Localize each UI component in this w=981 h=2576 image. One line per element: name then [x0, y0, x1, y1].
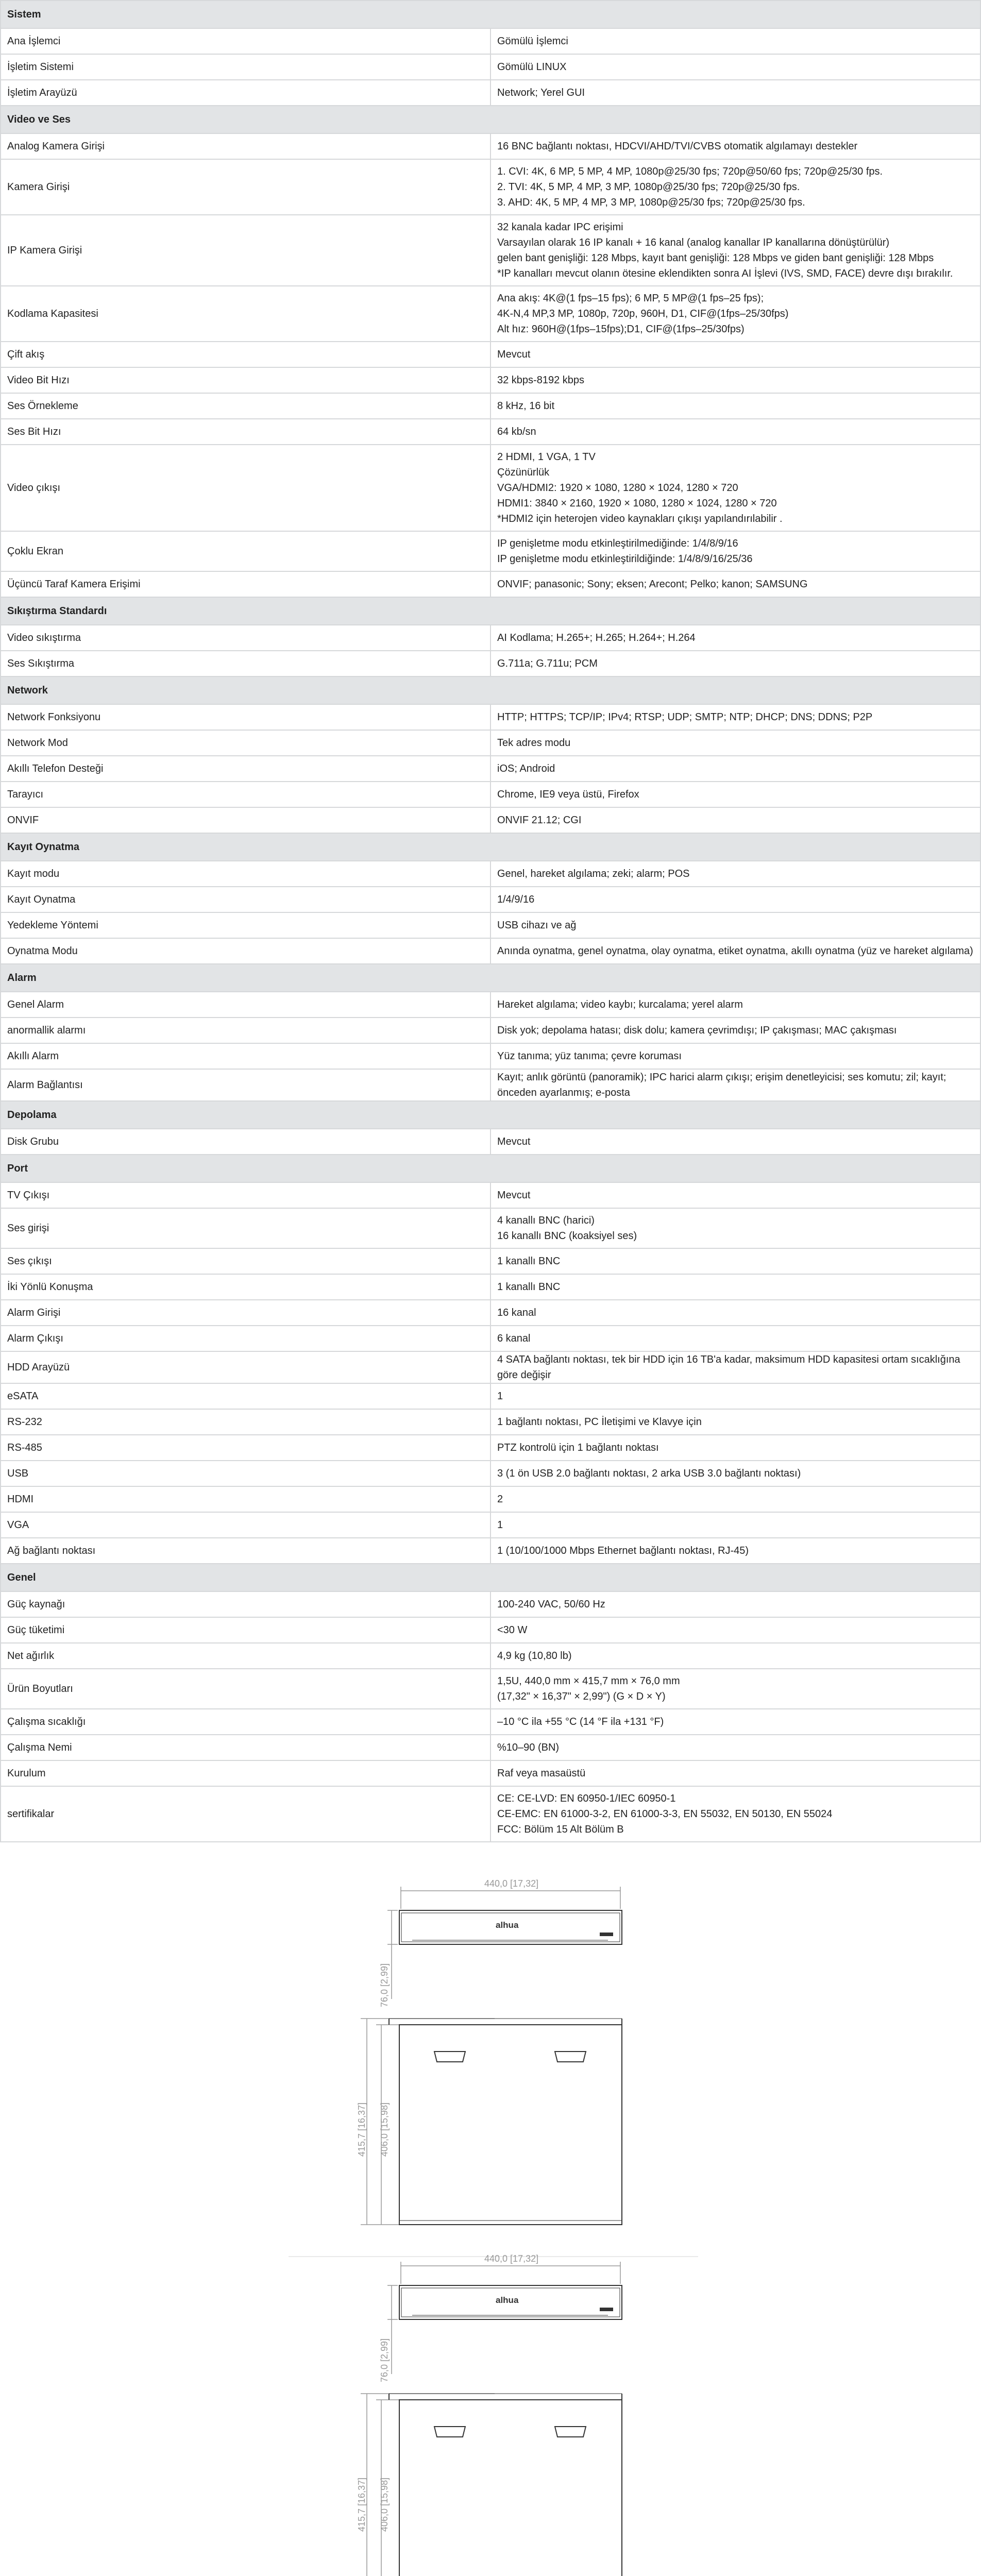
spec-value-line: 2 HDMI, 1 VGA, 1 TV	[497, 451, 596, 463]
depth-outer-label: 415,7 [16,37]	[357, 2477, 367, 2532]
spec-value-line: 1	[497, 1391, 503, 1402]
spec-value-line: 16 kanal	[497, 1307, 536, 1318]
spec-value-line: ONVIF; panasonic; Sony; eksen; Arecont; Pelko; kanon; SAMSUNG	[497, 579, 808, 590]
spec-label: Network Mod	[1, 730, 490, 756]
spec-label: Kayıt modu	[1, 861, 490, 887]
spec-value-line: Chrome, IE9 veya üstü, Firefox	[497, 789, 639, 800]
section-title: Sistem	[1, 1, 980, 28]
spec-label: Akıllı Telefon Desteği	[1, 756, 490, 782]
front-view-drawing	[387, 2262, 622, 2374]
spec-value-line: AI Kodlama; H.265+; H.265; H.264+; H.264	[497, 632, 696, 643]
spec-value-line: Mevcut	[497, 1136, 531, 1147]
spec-label: Ürün Boyutları	[1, 1669, 490, 1709]
top-view-drawing	[361, 2394, 622, 2576]
spec-label: Video sıkıştırma	[1, 625, 490, 651]
spec-label: Akıllı Alarm	[1, 1043, 490, 1069]
spec-label: Kamera Girişi	[1, 159, 490, 215]
brand-logo: alhua	[496, 2295, 519, 2305]
spec-value-line: 1 kanallı BNC	[497, 1256, 561, 1267]
spec-value-line: Gömülü LINUX	[497, 61, 567, 73]
spec-value-line: 6 kanal	[497, 1333, 531, 1344]
top-view-drawing	[361, 2019, 622, 2225]
spec-label: Ses Örnekleme	[1, 393, 490, 419]
spec-label: sertifikalar	[1, 1786, 490, 1842]
spec-value-line: Hareket algılama; video kaybı; kurcalama; yerel alarm	[497, 999, 743, 1010]
spec-value-line: Mevcut	[497, 1190, 531, 1201]
spec-value-line: FCC: Bölüm 15 Alt Bölüm B	[497, 1824, 624, 1835]
spec-value-line: G.711a; G.711u; PCM	[497, 658, 598, 669]
depth-inner-label: 406,0 [15,98]	[379, 2102, 390, 2157]
section-title: Sıkıştırma Standardı	[1, 597, 980, 625]
height-dimension-label: 76,0 [2,99]	[379, 1963, 390, 2007]
width-dimension-label: 440,0 [17,32]	[484, 2253, 539, 2264]
spec-label: VGA	[1, 1512, 490, 1538]
spec-value-line: 4,9 kg (10,80 lb)	[497, 1650, 572, 1662]
spec-value-line: ONVIF 21.12; CGI	[497, 815, 582, 826]
spec-value-line: 1	[497, 1519, 503, 1531]
width-dimension-label: 440,0 [17,32]	[484, 1878, 539, 1889]
spec-label: Kodlama Kapasitesi	[1, 286, 490, 342]
spec-value-line: Kayıt; anlık görüntü (panoramik); IPC harici alarm çıkışı; erişim denetleyicisi; ses komutu; zil; kayıt; önceden ayarlanmış; e-posta	[497, 1072, 946, 1098]
spec-label: Üçüncü Taraf Kamera Erişimi	[1, 571, 490, 597]
spec-value-line: Genel, hareket algılama; zeki; alarm; POS	[497, 868, 690, 879]
spec-label: Çalışma Nemi	[1, 1735, 490, 1760]
spec-value-line: Alt hız: 960H@(1fps–15fps);D1, CIF@(1fps–25/30fps)	[497, 324, 745, 335]
spec-label: Oynatma Modu	[1, 938, 490, 964]
spec-label: ONVIF	[1, 807, 490, 833]
spec-label: RS-232	[1, 1409, 490, 1435]
spec-label: Ses girişi	[1, 1208, 490, 1248]
spec-label: Disk Grubu	[1, 1129, 490, 1155]
spec-label: USB	[1, 1461, 490, 1486]
spec-value-line: HTTP; HTTPS; TCP/IP; IPv4; RTSP; UDP; SMTP; NTP; DHCP; DNS; DDNS; P2P	[497, 711, 873, 723]
spec-value-line: 4 SATA bağlantı noktası, tek bir HDD için 16 TB'a kadar, maksimum HDD kapasitesi ortam sıcaklığına göre değişir	[497, 1354, 960, 1381]
spec-value-line: 1. CVI: 4K, 6 MP, 5 MP, 4 MP, 1080p@25/30 fps; 720p@50/60 fps; 720p@25/30 fps.	[497, 166, 883, 177]
spec-value-line: Disk yok; depolama hatası; disk dolu; kamera çevrimdışı; IP çakışması; MAC çakışması	[497, 1025, 897, 1036]
spec-value-line: 16 BNC bağlantı noktası, HDCVI/AHD/TVI/CVBS otomatik algılamayı destekler	[497, 141, 858, 152]
spec-label: İşletim Sistemi	[1, 54, 490, 80]
spec-label: İşletim Arayüzü	[1, 80, 490, 106]
spec-value-line: HDMI1: 3840 × 2160, 1920 × 1080, 1280 × 1024, 1280 × 720	[497, 498, 777, 509]
spec-label: Genel Alarm	[1, 992, 490, 1018]
section-title: Alarm	[1, 964, 980, 992]
spec-value-line: 2. TVI: 4K, 5 MP, 4 MP, 3 MP, 1080p@25/30 fps; 720p@25/30 fps.	[497, 181, 800, 193]
spec-value-line: Mevcut	[497, 349, 531, 360]
spec-label: HDD Arayüzü	[1, 1351, 490, 1383]
spec-label: RS-485	[1, 1435, 490, 1461]
spec-value-line: VGA/HDMI2: 1920 × 1080, 1280 × 1024, 1280 × 720	[497, 482, 738, 494]
section-title: Network	[1, 676, 980, 704]
spec-value-line: 64 kb/sn	[497, 426, 536, 437]
spec-value-line: gelen bant genişliği: 128 Mbps, kayıt bant genişliği: 128 Mbps ve giden bant genişliği: 128 Mbps	[497, 252, 934, 264]
spec-value-line: IP genişletme modu etkinleştirilmediğinde: 1/4/8/9/16	[497, 538, 738, 549]
spec-value-line: <30 W	[497, 1624, 528, 1636]
spec-value-line: Yüz tanıma; yüz tanıma; çevre koruması	[497, 1050, 682, 1062]
spec-label: Network Fonksiyonu	[1, 704, 490, 730]
front-view-drawing	[387, 1887, 622, 1999]
spec-label: Kayıt Oynatma	[1, 887, 490, 912]
spec-label: Ses çıkışı	[1, 1248, 490, 1274]
spec-value-line: 1 bağlantı noktası, PC İletişimi ve Klavye için	[497, 1416, 702, 1428]
spec-label: Tarayıcı	[1, 782, 490, 807]
spec-label: Video çıkışı	[1, 445, 490, 531]
section-title: Kayıt Oynatma	[1, 833, 980, 861]
height-dimension-label: 76,0 [2,99]	[379, 2338, 390, 2382]
brand-logo: alhua	[496, 1920, 519, 1930]
depth-outer-label: 415,7 [16,37]	[357, 2102, 367, 2157]
spec-label: Alarm Çıkışı	[1, 1326, 490, 1351]
depth-inner-label: 406,0 [15,98]	[379, 2477, 390, 2532]
spec-value-line: 32 kanala kadar IPC erişimi	[497, 222, 623, 233]
spec-value-line: –10 °C ila +55 °C (14 °F ila +131 °F)	[497, 1716, 664, 1727]
spec-value-line: CE-EMC: EN 61000-3-2, EN 61000-3-3, EN 55032, EN 50130, EN 55024	[497, 1808, 833, 1820]
section-title: Port	[1, 1155, 980, 1182]
spec-label: Ağ bağlantı noktası	[1, 1538, 490, 1564]
spec-value-line: Tek adres modu	[497, 737, 571, 749]
spec-label: Ses Bit Hızı	[1, 419, 490, 445]
spec-label: IP Kamera Girişi	[1, 215, 490, 286]
spec-value-line: 1,5U, 440,0 mm × 415,7 mm × 76,0 mm	[497, 1675, 680, 1687]
spec-label: Çoklu Ekran	[1, 531, 490, 571]
spec-label: Alarm Girişi	[1, 1300, 490, 1326]
spec-value-line: Gömülü İşlemci	[497, 36, 568, 47]
spec-label: Ses Sıkıştırma	[1, 651, 490, 676]
section-title: Video ve Ses	[1, 106, 980, 133]
spec-label: Güç kaynağı	[1, 1591, 490, 1617]
spec-label: Yedekleme Yöntemi	[1, 912, 490, 938]
spec-value-line: IP genişletme modu etkinleştirildiğinde: 1/4/8/9/16/25/36	[497, 553, 753, 565]
spec-label: HDMI	[1, 1486, 490, 1512]
spec-value-line: PTZ kontrolü için 1 bağlantı noktası	[497, 1442, 659, 1453]
spec-value-line: 3 (1 ön USB 2.0 bağlantı noktası, 2 arka USB 3.0 bağlantı noktası)	[497, 1468, 801, 1479]
spec-value-line: USB cihazı ve ağ	[497, 920, 577, 931]
spec-value-line: Ana akış: 4K@(1 fps–15 fps); 6 MP, 5 MP@(1 fps–25 fps);	[497, 293, 764, 304]
spec-value-line: %10–90 (BN)	[497, 1742, 560, 1753]
spec-value-line: iOS; Android	[497, 763, 555, 774]
spec-value-line: 1/4/9/16	[497, 894, 535, 905]
spec-label: Alarm Bağlantısı	[1, 1069, 490, 1101]
spec-label: Çalışma sıcaklığı	[1, 1709, 490, 1735]
spec-value-line: 2	[497, 1494, 503, 1505]
spec-value-line: 32 kbps-8192 kbps	[497, 375, 585, 386]
spec-label: Ana İşlemci	[1, 28, 490, 54]
spec-value-line: Raf veya masaüstü	[497, 1768, 586, 1779]
spec-value-line: CE: CE-LVD: EN 60950-1/IEC 60950-1	[497, 1793, 676, 1804]
spec-value-line: Çözünürlük	[497, 467, 550, 478]
spec-label: Çift akış	[1, 342, 490, 367]
spec-value-line: 16 kanallı BNC (koaksiyel ses)	[497, 1230, 637, 1242]
spec-label: Kurulum	[1, 1760, 490, 1786]
spec-value-line: Network; Yerel GUI	[497, 87, 585, 98]
spec-value-line: 8 kHz, 16 bit	[497, 400, 555, 412]
section-title: Depolama	[1, 1101, 980, 1129]
spec-label: Analog Kamera Girişi	[1, 133, 490, 159]
spec-label: eSATA	[1, 1383, 490, 1409]
spec-value-line: 1 (10/100/1000 Mbps Ethernet bağlantı noktası, RJ-45)	[497, 1545, 749, 1556]
spec-value-line: 4 kanallı BNC (harici)	[497, 1215, 595, 1226]
spec-value-line: *IP kanalları mevcut olanın ötesine eklendikten sonra AI İşlevi (IVS, SMD, FACE) devre dışı bırakılır.	[497, 268, 953, 279]
spec-label: Video Bit Hızı	[1, 367, 490, 393]
spec-value-line: Varsayılan olarak 16 IP kanalı + 16 kanal (analog kanallar IP kanallarına dönüştürülür)	[497, 237, 890, 248]
spec-label: Net ağırlık	[1, 1643, 490, 1669]
spec-value-line: 3. AHD: 4K, 5 MP, 4 MP, 3 MP, 1080p@25/30 fps; 720p@25/30 fps.	[497, 197, 805, 208]
spec-label: anormallik alarmı	[1, 1018, 490, 1043]
spec-value-line: 1 kanallı BNC	[497, 1281, 561, 1293]
spec-value-line: 100-240 VAC, 50/60 Hz	[497, 1599, 605, 1610]
section-title: Genel	[1, 1564, 980, 1591]
spec-value-line: *HDMI2 için heterojen video kaynakları çıkışı yapılandırılabilir .	[497, 513, 783, 524]
spec-value-line: 4K-N,4 MP,3 MP, 1080p, 720p, 960H, D1, CIF@(1fps–25/30fps)	[497, 308, 789, 319]
spec-label: TV Çıkışı	[1, 1182, 490, 1208]
spec-label: Güç tüketimi	[1, 1617, 490, 1643]
spec-value-line: (17,32" × 16,37" × 2,99") (G × D × Y)	[497, 1691, 666, 1702]
spec-value-line: Anında oynatma, genel oynatma, olay oynatma, etiket oynatma, akıllı oynatma (yüz ve hareket algılama)	[497, 945, 973, 957]
spec-label: İki Yönlü Konuşma	[1, 1274, 490, 1300]
